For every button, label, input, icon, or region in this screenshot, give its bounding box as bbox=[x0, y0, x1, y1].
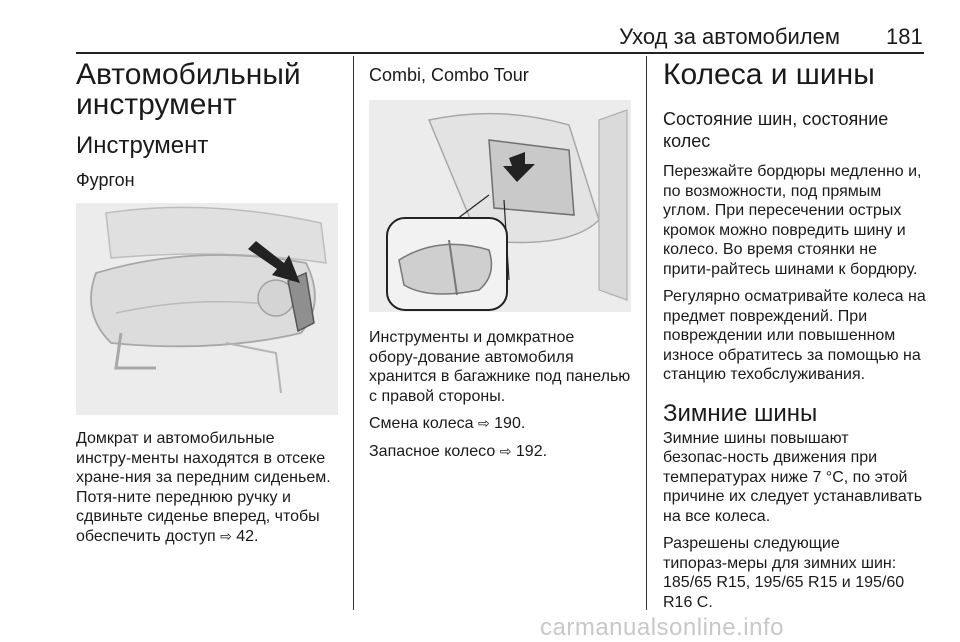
page-ref-arrow-icon: ⇨ bbox=[477, 415, 490, 431]
body-text bbox=[76, 429, 344, 546]
page-ref: 192. bbox=[515, 442, 548, 460]
section-heading: Автомобильный инструмент bbox=[76, 58, 301, 121]
ref-label: Смена колеса bbox=[369, 415, 474, 432]
paragraph: Разрешены следующие типораз‑меры для зимних шин: 185/65 R15, 195/65 R15 и 195/60 R16 C. bbox=[663, 535, 905, 611]
column-divider bbox=[646, 56, 647, 610]
ref-label: Запасное колесо bbox=[369, 442, 496, 460]
seat-illustration bbox=[76, 203, 338, 415]
vehicle-heading: Фургон bbox=[76, 170, 135, 190]
column-divider bbox=[353, 56, 354, 610]
page-ref: 190. bbox=[494, 415, 526, 432]
watermark: carmanualsonline.info bbox=[540, 614, 784, 641]
subsection-heading: Зимние шины bbox=[663, 399, 818, 427]
cross-reference bbox=[369, 442, 635, 462]
header-rule bbox=[76, 52, 924, 54]
body-text: Инструменты и домкратное обору‑дование автомобиля хранится в багажнике под панелью с правой стороны. bbox=[369, 329, 631, 405]
paragraph: Домкрат и автомобильные инстру‑менты находятся в отсеке хране‑ния за передним сиденьем. Потя‑ните переднюю ручку и сдвиньте сиденье вперед, чтобы обеспечить доступ bbox=[76, 430, 331, 545]
subsection-heading: Инструмент bbox=[76, 132, 209, 159]
subsection-heading: Состояние шин, состояние колес bbox=[663, 109, 889, 151]
page-ref: 42. bbox=[236, 527, 259, 545]
paragraph: Перезжайте бордюры медленно и, по возможности, под прямым углом. При пересечении острых кромок можно повредить шину и колесо. Во время стоянки не прити‑райтесь шинами к бордюру. bbox=[663, 163, 922, 278]
column-3 bbox=[663, 60, 929, 612]
trunk-illustration bbox=[369, 100, 631, 312]
page-ref-arrow-icon: ⇨ bbox=[220, 527, 232, 544]
column-2 bbox=[369, 60, 635, 461]
section-heading: Колеса и шины bbox=[663, 58, 875, 91]
page-ref-arrow-icon: ⇨ bbox=[499, 442, 512, 459]
cross-reference bbox=[369, 414, 635, 434]
paragraph: Зимние шины повышают безопас‑ность движения при температурах ниже 7 °C, по этой причине их следует устанавливать на все колеса. bbox=[663, 429, 923, 525]
header-title: Уход за автомобилем bbox=[619, 24, 840, 49]
page-number: 181 bbox=[886, 24, 923, 49]
paragraph: Регулярно осматривайте колеса на предмет повреждений. При повреждении или повышенном износе обратитесь за помощью на станцию техобслуживания. bbox=[663, 288, 926, 383]
vehicle-heading: Combi, Combo Tour bbox=[369, 65, 529, 85]
column-1 bbox=[76, 60, 344, 546]
